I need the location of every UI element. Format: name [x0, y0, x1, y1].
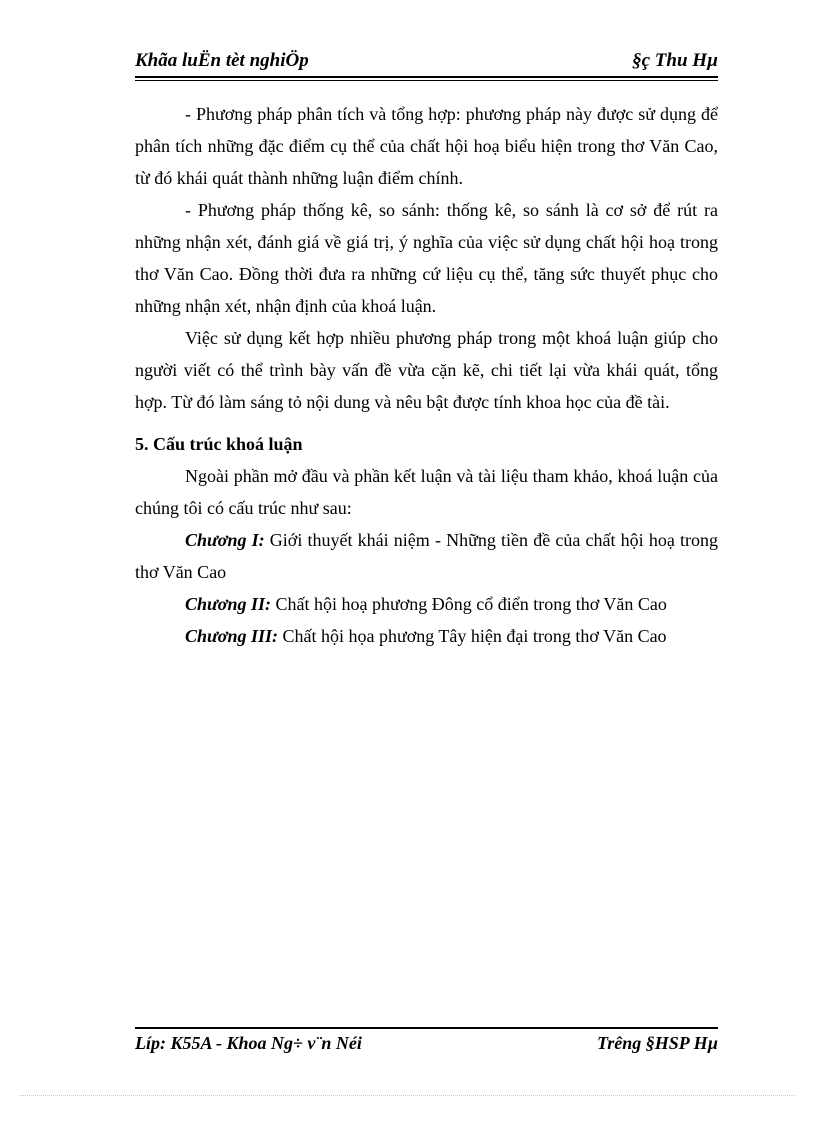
header-right: §ç Thu Hµ: [632, 50, 718, 71]
footer-left: Líp: K55A - Khoa Ng÷ v¨n Néi: [135, 1033, 362, 1053]
footer-rule: [135, 1027, 718, 1029]
chapter-2-label: Chương II:: [185, 594, 271, 614]
paragraph-statistics-method: - Phương pháp thống kê, so sánh: thống kê, so sánh là cơ sở để rút ra những nhận xét, đánh giá về giá trị, ý nghĩa của việc sử dụng chất hội hoạ trong thơ Văn Cao. Đồng thời đưa ra những cứ liệu cụ thể, tăng sức thuyết phục cho những nhận xét, nhận định của khoá luận.: [135, 200, 718, 316]
chapter-2-text: Chất hội hoạ phương Đông cổ điển trong thơ Văn Cao: [270, 594, 667, 614]
paragraph-analysis-method: - Phương pháp phân tích và tổng hợp: phương pháp này được sử dụng để phân tích những đặc điểm cụ thể của chất hội hoạ biểu hiện trong thơ Văn Cao, từ đó khái quát thành những luận điểm chính.: [135, 104, 718, 188]
header-rule: [135, 76, 718, 78]
header-rule-thin: [135, 80, 718, 81]
chapter-1-label: Chương I:: [185, 530, 265, 550]
paragraph-combined-methods: Việc sử dụng kết hợp nhiều phương pháp trong một khoá luận giúp cho người viết có thể trình bày vấn đề vừa cặn kẽ, chi tiết lại vừa khái quát, tổng hợp. Từ đó làm sáng tỏ nội dung và nêu bật được tính khoa học của đề tài.: [135, 328, 718, 412]
page-header: [135, 48, 718, 76]
footer-right: Trêng §HSP Hµ: [596, 1033, 718, 1053]
chapter-3-label: Chương III:: [185, 626, 278, 646]
page-bottom-dotted-line: [20, 1095, 796, 1096]
section-intro: Ngoài phần mở đầu và phần kết luận và tài liệu tham khảo, khoá luận của chúng tôi có cấu trúc như sau:: [135, 466, 718, 518]
chapter-1-text: Giới thuyết khái niệm - Những tiền đề của chất hội hoạ trong thơ Văn Cao: [135, 530, 718, 582]
section-heading: 5. Cấu trúc khoá luận: [135, 434, 303, 454]
header-left: Khãa luËn tèt nghiÖp: [135, 50, 309, 71]
chapter-2: [135, 588, 718, 620]
page-body: [135, 98, 718, 652]
chapter-3: [135, 620, 718, 652]
chapter-3-text: Chất hội họa phương Tây hiện đại trong thơ Văn Cao: [277, 626, 667, 646]
chapter-1: [135, 524, 718, 588]
